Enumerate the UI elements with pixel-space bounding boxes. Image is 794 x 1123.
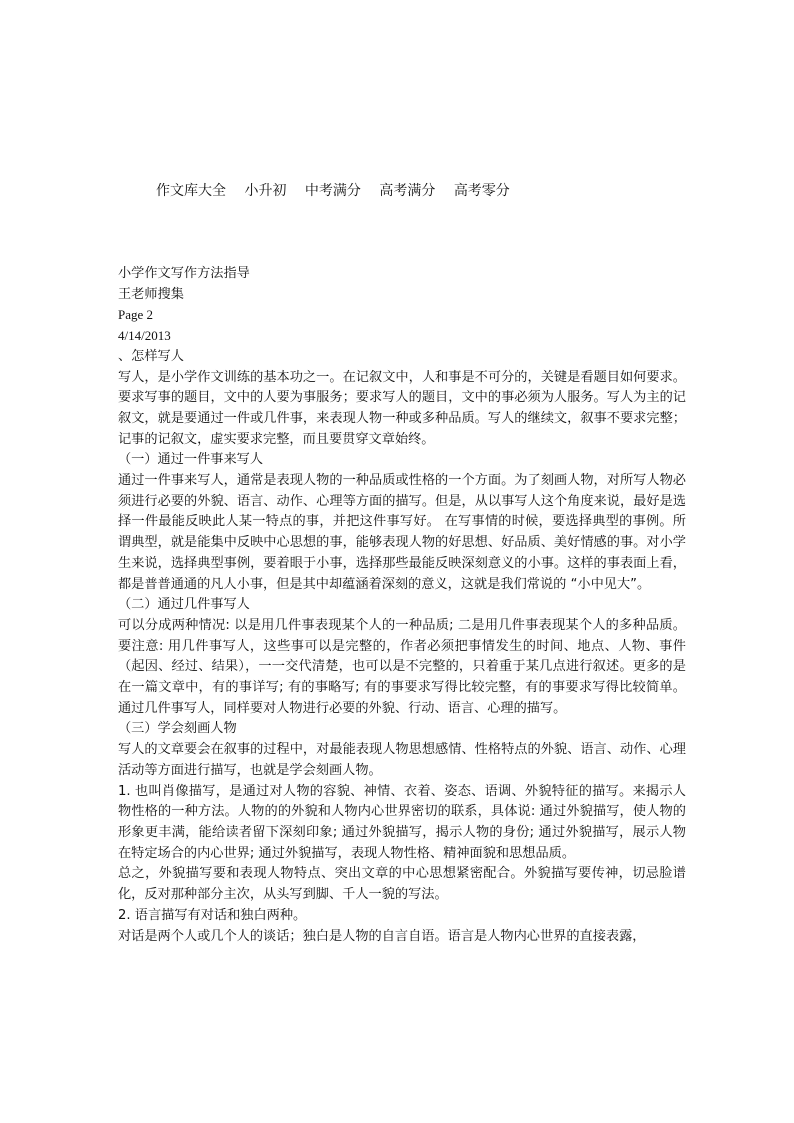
nav-link-essay-library[interactable]: 作文库大全 [156, 183, 226, 199]
paragraph: 通过一件事来写人，通常是表现人物的一种品质或性格的一个方面。为了刻画人物，对所写人物必须进行必要的外貌、语言、动作、心理等方面的描写。但是，从以事写人这个角度来说，最好是选择一件最能反映此人某一特点的事，并把这件事写好。 在写事情的时候，要选择典型的事例。所谓典型，就是能集中反映中心思想的事，能够表现人物的好思想、好品质、美好情感的事。对小学生来说，选择典型事例，要着眼于小事，选择那些最能反映深刻意义的小事。这样的事表面上看，都是普普通通的凡人小事，但是其中却蕴涵着深刻的意义，这就是我们常说的 “小中见大”。 [118, 473, 686, 592]
page-number: Page 2 [118, 307, 154, 323]
document-date: 4/14/2013 [118, 328, 171, 344]
nav-link-primary-to-middle[interactable]: 小升初 [244, 183, 287, 199]
subheading: （二）通过几件事写人 [118, 597, 250, 613]
paragraph: 2. 语言描写有对话和独白两种。 [118, 907, 307, 923]
subheading: （三）学会刻画人物 [118, 721, 237, 737]
document-title: 小学作文写作方法指导 [118, 266, 250, 281]
paragraph: 写人的文章要会在叙事的过程中，对最能表现人物思想感情、性格特点的外貌、语言、动作、心理活动等方面进行描写，也就是学会刻画人物。 [118, 742, 686, 778]
document-author: 王老师搜集 [118, 286, 184, 302]
paragraph: 总之，外貌描写要和表现人物特点、突出文章的中心思想紧密配合。外貌描写要传神，切忌脸谱化，反对那种部分主次，从头写到脚、千人一貌的写法。 [118, 866, 686, 903]
subheading: （一）通过一件事来写人 [118, 452, 264, 468]
nav-link-gaokao-zero-score[interactable]: 高考零分 [453, 183, 510, 199]
nav-link-zhongkao-full-score[interactable]: 中考满分 [304, 183, 361, 199]
nav-link-gaokao-full-score[interactable]: 高考满分 [379, 183, 436, 199]
document-body [118, 264, 686, 947]
paragraph: 写人，是小学作文训练的基本功之一。在记叙文中，人和事是不可分的，关键是看题目如何要求。要求写事的题目，文中的人要为事服务；要求写人的题目，文中的事必须为人服务。写人为主的记叙文，就是要通过一件或几件事，来表现人物一种或多种品质。写人的继续文，叙事不要求完整；记事的记叙文，虚实要求完整，而且要贯穿文章始终。 [118, 369, 686, 447]
paragraph: 可以分成两种情况: 以是用几件事表现某个人的一种品质; 二是用几件事表现某个人的多种品质。 要注意: 用几件事写人，这些事可以是完整的，作者必须把事情发生的时间、地点、人物、事件（起因、经过、结果），一一交代清楚，也可以是不完整的，只着重于某几点进行叙述。更多的是在一篇文章中，有的事详写; 有的事略写; 有的事要求写得比较完整，有的事要求写得比较简单。 通过几件事写人，同样要对人物进行必要的外貌、行动、语言、心理的描写。 [118, 617, 686, 716]
top-nav [156, 181, 524, 201]
section-heading: 、怎样写人 [118, 348, 184, 364]
paragraph: 对话是两个人或几个人的谈话；独白是人物的自言自语。语言是人物内心世界的直接表露， [118, 928, 646, 944]
paragraph: 1. 也叫肖像描写，是通过对人物的容貌、神情、衣着、姿态、语调、外貌特征的描写。来揭示人物性格的一种方法。人物的的外貌和人物内心世界密切的联系，具体说: 通过外貌描写，使人物的形象更丰满，能给读者留下深刻印象; 通过外貌描写，揭示人物的身份; 通过外貌描写，展示人物在特定场合的内心世界; 通过外貌描写，表现人物性格、精神面貌和思想品质。 [118, 783, 686, 861]
